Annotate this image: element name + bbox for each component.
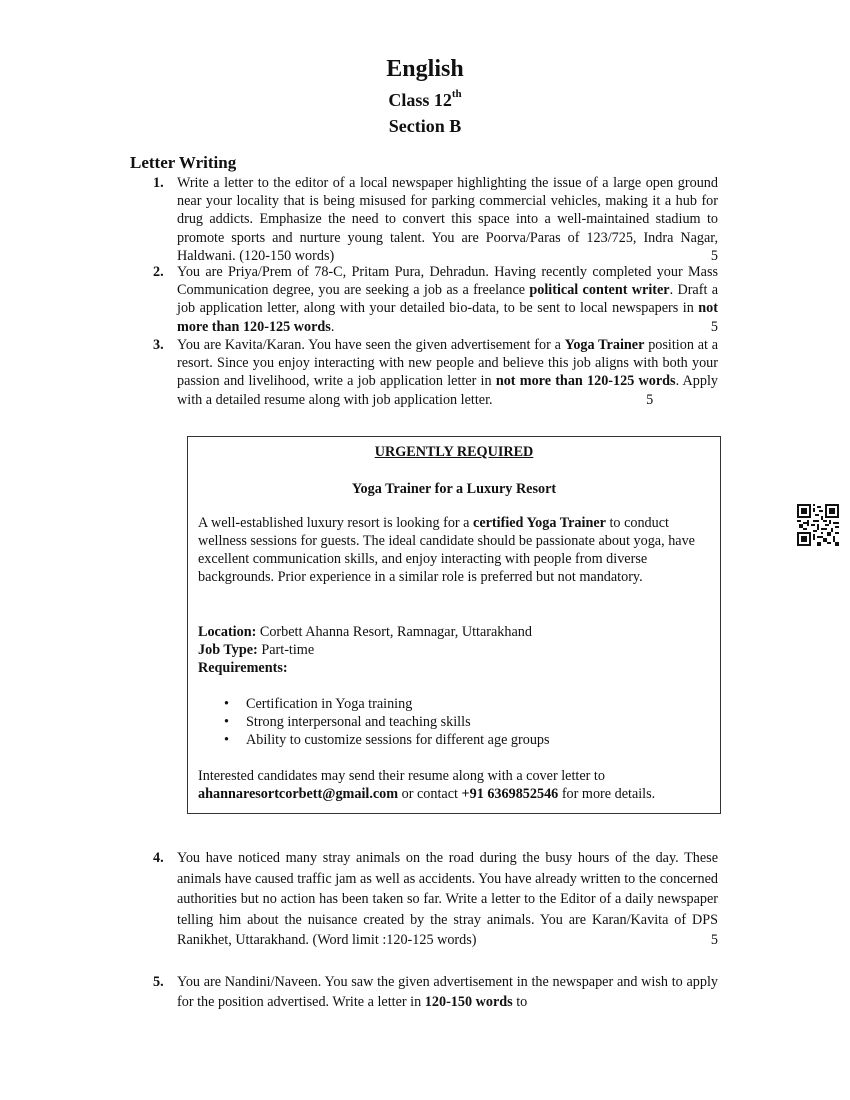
class-heading [0,90,850,111]
question-emphasis: Yoga Trainer [564,337,645,353]
contact-text: for more details. [561,786,656,802]
advertisement-contact [198,767,718,803]
document-subject: English [386,56,464,82]
question-text: You are Kavita/Karan. You have seen the given advertisement for a [177,337,561,353]
question-marks: 5 [646,391,654,408]
requirement-item: • Strong interpersonal and teaching skills [224,713,550,731]
question-number: 3. [153,337,164,353]
requirements-list [224,695,550,749]
question-text: You are Priya/Prem of 78-C, Pritam Pura, Dehradun. Having recently completed your Mass Communication degree, you are seeking a job as a freelance [177,264,718,299]
question-emphasis: political content writer [529,282,670,299]
question-text: Write a letter to the editor of a local newspaper highlighting the issue of a large open ground near your locality that is being misused for parking commercial vehicles, making it a hub for drug addicts. Emphasize the need to convert this space into a well-maintained stadium to promote sports and nurture young talent. You are Poorva/Paras of 123/725, Indra Nagar, Haldwani. (120-150 words) [177,175,718,264]
contact-email: ahannaresortcorbett@gmail.com [198,786,399,802]
contact-phone: +91 6369852546 [461,786,559,802]
question-text: . Apply with a detailed resume along with job application letter. [177,373,719,408]
question-text: . [330,318,335,335]
advertisement-description [198,514,698,586]
requirement-item: • Certification in Yoga training [224,695,550,713]
question-word-limit: 120-150 words [424,994,513,1010]
question-marks: 5 [710,318,718,335]
class-label: Class 12 [388,90,452,110]
question-3 [153,336,719,409]
question-1 [153,174,718,265]
location-label: Location: [198,624,257,640]
question-4 [153,848,718,951]
contact-text: Interested candidates may send their resume along with a cover letter to [198,768,605,784]
requirements-label: Requirements: [198,660,288,676]
question-word-limit: not more than 120-125 words [177,300,719,335]
question-word-limit: not more than 120-125 words [495,373,676,390]
letter-writing-title: Letter Writing [130,153,237,172]
question-5 [153,972,718,1012]
description-text: to conduct wellness sessions for guests. The ideal candidate should be passionate about yoga, have excellent communication skills, and enjoy interacting with people from diverse backgrounds. Prior experience in a similar role is preferred but not mandatory. [198,515,695,585]
advertisement-heading: URGENTLY REQUIRED [374,444,534,460]
question-number: 1. [153,175,164,191]
advertisement-title: Yoga Trainer for a Luxury Resort [351,481,557,497]
requirement-item: • Ability to customize sessions for different age groups [224,731,550,749]
question-text: . Draft a job application letter, along with your detailed bio-data, to be sent to local newspapers in [177,282,718,317]
question-number: 5. [153,974,164,990]
question-marks: 5 [710,247,718,264]
qr-code-icon[interactable] [797,504,839,546]
advertisement-job-type [198,641,314,659]
section-heading: Section B [388,116,462,136]
question-text: to [516,994,528,1010]
job-type-label: Job Type: [198,642,258,658]
class-suffix: th [451,88,462,100]
question-number: 4. [153,850,164,866]
location-value: Corbett Ahanna Resort, Ramnagar, Uttarakhand [259,624,532,640]
advertisement-location [198,623,532,641]
question-marks: 5 [710,932,718,948]
question-text: You have noticed many stray animals on the road during the busy hours of the day. These animals have caused traffic jam as well as accidents. You have already written to the concerned authorities but no action has been taken so far. Write a letter to the Editor of a daily newspaper telling him about the nuisance created by the stray animals. You are Karan/Kavita of DPS Ranikhet, Uttarakhand. (Word limit :120-125 words) [177,850,718,948]
job-type-value: Part-time [261,642,315,658]
question-number: 2. [153,264,164,280]
description-emphasis: certified Yoga Trainer [473,515,606,531]
advertisement-box [187,436,721,814]
question-text: You are Nandini/Naveen. You saw the given advertisement in the newspaper and wish to apply for the position advertised. Write a letter in [177,974,718,1010]
description-text: A well-established luxury resort is looking for a [198,515,470,531]
question-text: position at a resort. Since you enjoy interacting with new people and believe this job aligns with both your passion and livelihood, write a job application letter in [177,337,719,390]
contact-text: or contact [401,786,458,802]
question-2 [153,263,719,336]
